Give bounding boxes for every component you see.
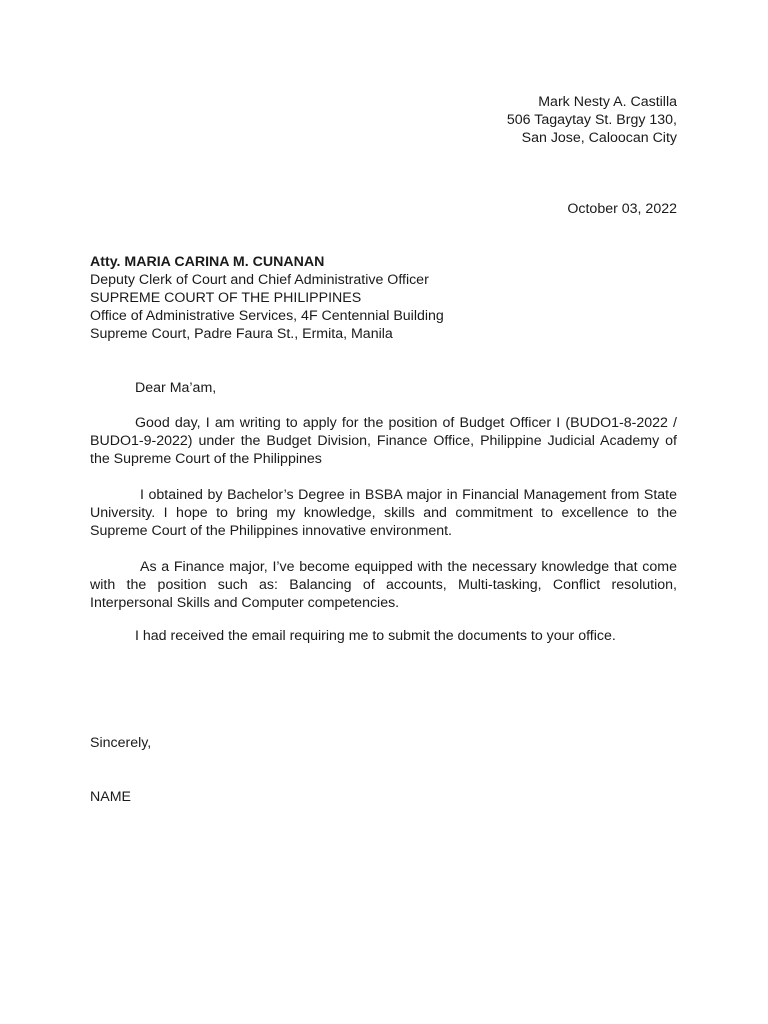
body-paragraph-2: I obtained by Bachelor’s Degree in BSBA major in Financial Management from State University. I hope to bring my knowledge, skills and commitment to excellence to the Supreme Court of the Philippines innovative environment. — [90, 487, 677, 539]
salutation-block — [90, 379, 677, 397]
sender-name: Mark Nesty A. Castilla — [538, 94, 677, 110]
recipient-block — [90, 253, 444, 343]
paragraph-4-block — [90, 627, 677, 645]
salutation: Dear Ma’am, — [135, 380, 217, 396]
paragraph-3-block — [90, 558, 677, 612]
signature-name: NAME — [90, 789, 131, 805]
recipient-organization: SUPREME COURT OF THE PHILIPPINES — [90, 290, 362, 306]
sender-address-line1: 506 Tagaytay St. Brgy 130, — [506, 112, 677, 128]
closing: Sincerely, — [90, 735, 152, 751]
sender-block — [507, 93, 677, 147]
paragraph-2-block — [90, 486, 677, 540]
body-paragraph-1: Good day, I am writing to apply for the position of Budget Officer I (BUDO1-8-2022 / BUDO1-9-2022) under the Budget Division, Finance Office, Philippine Judicial Academy of the Supreme Court of the Philippines — [90, 415, 677, 467]
sender-address-line2: San Jose, Caloocan City — [521, 130, 677, 146]
recipient-office: Office of Administrative Services, 4F Centennial Building — [90, 308, 444, 324]
letter-date: October 03, 2022 — [567, 201, 677, 217]
paragraph-1-block — [90, 414, 677, 468]
recipient-title: Deputy Clerk of Court and Chief Administrative Officer — [90, 272, 429, 288]
body-paragraph-3: As a Finance major, I’ve become equipped with the necessary knowledge that come with the position such as: Balancing of accounts, Multi-tasking, Conflict resolution, Interpersonal Skills and Computer competencies. — [90, 559, 677, 611]
recipient-address: Supreme Court, Padre Faura St., Ermita, Manila — [90, 326, 393, 342]
body-paragraph-4: I had received the email requiring me to submit the documents to your office. — [135, 628, 616, 644]
recipient-name: Atty. MARIA CARINA M. CUNANAN — [90, 254, 325, 270]
